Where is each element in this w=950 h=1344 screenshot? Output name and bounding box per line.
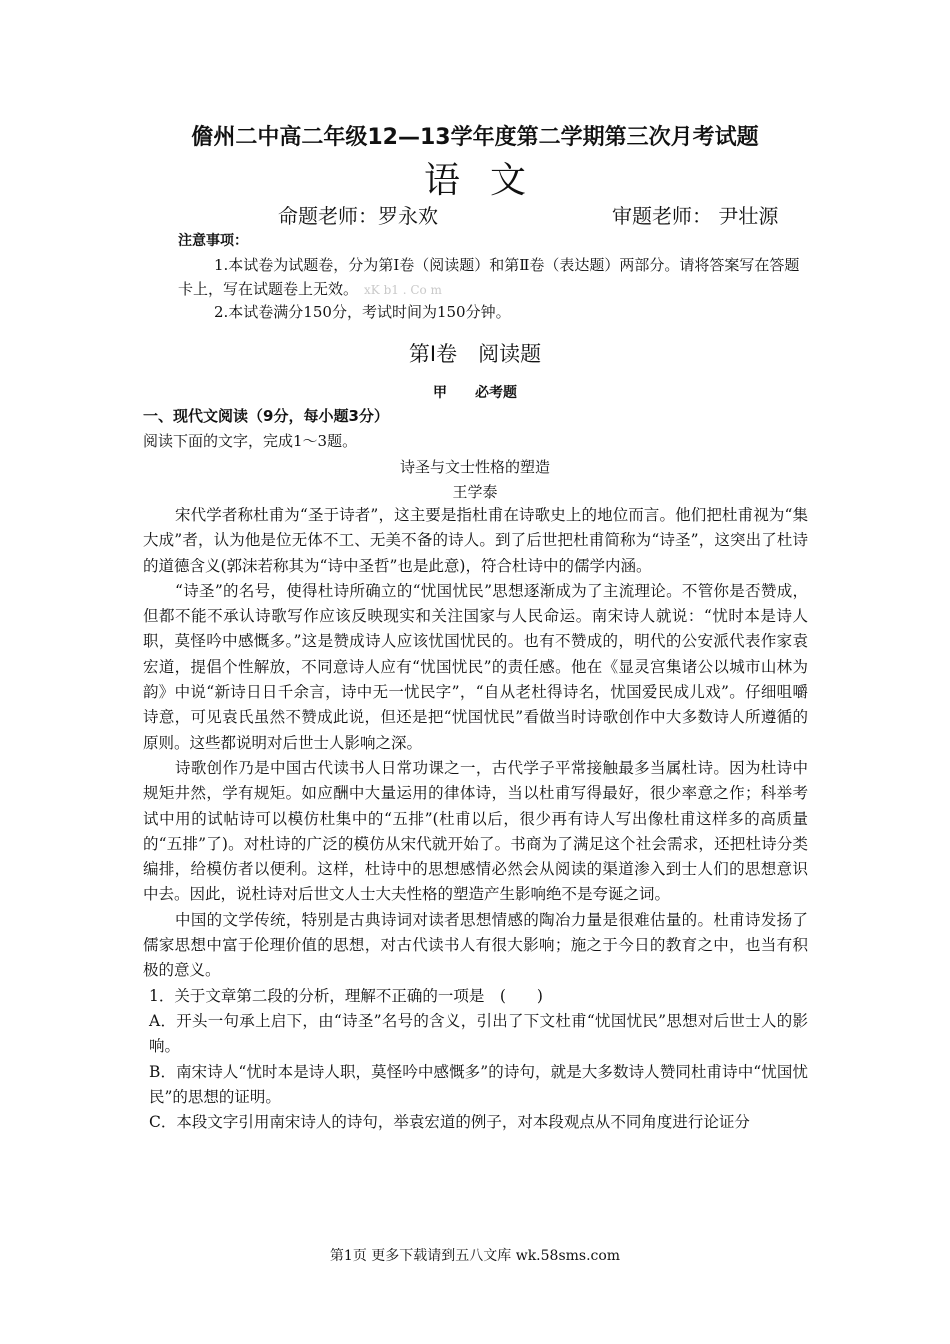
article-author: 王学泰 [452,483,498,501]
question-1-stem: 1．关于文章第二段的分析，理解不正确的一项是 ( ) [149,986,543,1005]
article-paragraph: “诗圣”的名号，使得杜诗所确立的“忧国忧民”思想逐渐成为了主流理论。不管你是否赞成，但都不能不承认诗歌写作应该反映现实和关注国家与人民命运。南宋诗人就说：“忧时本是诗人职，莫怪吟中感慨多。”这是赞成诗人应该忧国忧民的。也有不赞成的，明代的公安派代表作家袁宏道，提倡个性解放，不同意诗人应有“忧国忧民”的责任感。他在《显灵宫集诸公以城市山林为韵》中说“新诗日日千余言，诗中无一忧民字”，“自从老杜得诗名，忧国爱民成儿戏”。仔细咀嚼诗意，可见袁氏虽然不赞成此说，但还是把“忧国忧民”看做当时诗歌创作中大多数诗人所遵循的原则。这些都说明对后世士人影响之深。 [143,581,808,752]
article-paragraph: 诗歌创作乃是中国古代读书人日常功课之一，古代学子平常接触最多当属杜诗。因为杜诗中规矩井然，学有规矩。如应酬中大量运用的律体诗，当以杜甫写得最好，很少率意之作；科举考试中用的试帖诗可以模仿杜集中的“五排”(杜甫以后，很少再有诗人写出像杜甫这样多的高质量的“五排”了)。对杜诗的广泛的模仿从宋代就开始了。书商为了满足这个社会需求，还把杜诗分类编排，给模仿者以便利。这样，杜诗中的思想感情必然会从阅读的渠道渗入到士人们的思想意识中去。因此，说杜诗对后世文人士大夫性格的塑造产生影响绝不是夸诞之词。 [143,758,808,904]
part1-subtitle [0,382,950,402]
section1-instruction: 阅读下面的文字，完成1～3题。 [143,432,358,450]
article-title: 诗圣与文士性格的塑造 [399,458,550,476]
article-body [143,503,808,1135]
notice-item-2: 2.本试卷满分150分，考试时间为150分钟。 [214,303,511,321]
subject-title: 语文 [423,160,556,201]
part1-sub-a: 甲 [433,385,447,401]
question-1-option-c: C．本段文字引用南宋诗人的诗句，举袁宏道的例子，对本段观点从不同角度进行论证分 [149,1113,750,1132]
article-paragraph: 宋代学者称杜甫为“圣于诗者”，这主要是指杜甫在诗歌史上的地位而言。他们把杜甫视为“集大成”者，认为他是位无体不工、无美不备的诗人。到了后世把杜甫简称为“诗圣”，这突出了杜诗的道德含义(郭沫若称其为“诗中圣哲”也是此意)，符合杜诗中的儒学内涵。 [143,506,808,575]
page-footer: 第1页 更多下载请到五八文库 wk.58sms.com [329,1248,621,1264]
reviewer-teacher: 审题老师： 尹壮源 [612,204,779,228]
article-paragraph: 中国的文学传统，特别是古典诗词对读者思想情感的陶冶力量是很难估量的。杜甫诗发扬了儒家思想中富于伦理价值的思想，对古代读书人有很大影响；施之于今日的教育之中，也当有积极的意义。 [143,910,808,980]
part1-sub-b: 必考题 [475,385,517,401]
section1-title: 一、现代文阅读（9分，每小题3分） [143,407,389,425]
setter-teacher: 命题老师：罗永欢 [278,204,438,228]
question-1-option-b: B．南宋诗人“忧时本是诗人职，莫怪吟中感慨多”的诗句，就是大多数诗人赞同杜甫诗中“忧国忧民”的思想的证明。 [149,1062,808,1106]
part1-title: 第Ⅰ卷 阅读题 [408,342,542,366]
notice-heading: 注意事项： [178,233,248,249]
notice-item-1 [178,253,808,302]
watermark: xK b1 . Co m [364,283,442,297]
question-1-option-a: A．开头一句承上启下，由“诗圣”名号的含义，引出了下文杜甫“忧国忧民”思想对后世士人的影响。 [149,1011,808,1056]
exam-title: 儋州二中高二年级12—13学年度第二学期第三次月考试题 [191,125,759,150]
notice-item-1-text: 1.本试卷为试题卷，分为第Ⅰ卷（阅读题）和第Ⅱ卷（表达题）两部分。请将答案写在答题卡上，写在试题卷上无效。 [178,256,800,298]
